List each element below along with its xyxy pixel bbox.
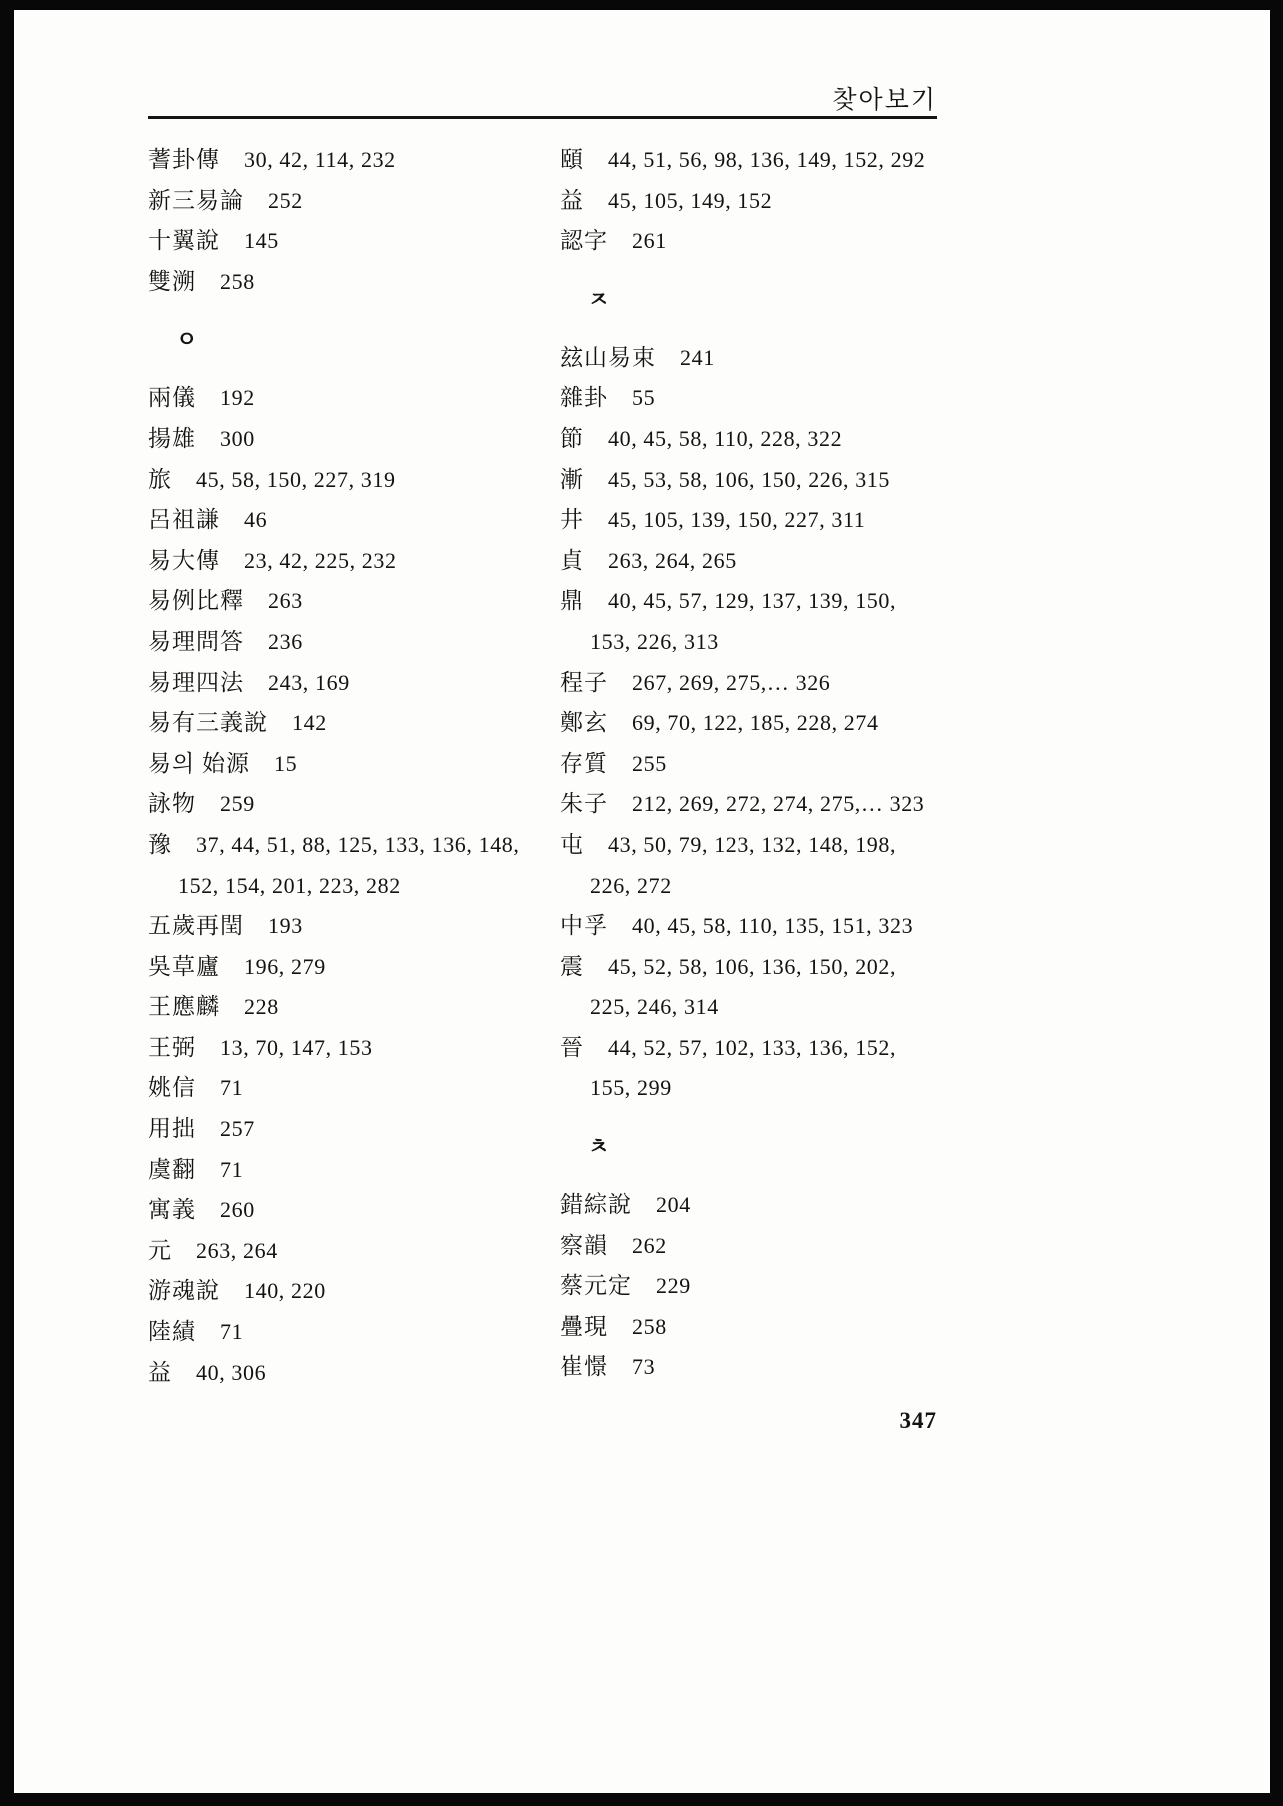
entry-page-numbers: 267, 269, 275,… 326 bbox=[632, 669, 831, 695]
index-column-right bbox=[560, 140, 970, 1388]
index-entry bbox=[560, 663, 970, 704]
entry-page-numbers: 45, 105, 139, 150, 227, 311 bbox=[608, 507, 866, 533]
index-entry bbox=[148, 703, 558, 744]
index-entry bbox=[560, 1266, 970, 1307]
entry-page-numbers: 15 bbox=[273, 750, 298, 776]
entry-page-numbers: 196, 279 bbox=[244, 953, 326, 979]
index-entry bbox=[148, 947, 558, 988]
index-entry-continuation: 225, 246, 314 bbox=[590, 994, 719, 1020]
entry-term: 游魂說 bbox=[148, 1278, 220, 1304]
entry-term: 易例比釋 bbox=[148, 588, 244, 614]
entry-term: 兩儀 bbox=[148, 385, 196, 411]
index-entry bbox=[148, 784, 558, 825]
entry-page-numbers: 260 bbox=[220, 1197, 255, 1223]
entry-term: 用拙 bbox=[148, 1116, 196, 1142]
entry-page-numbers: 45, 52, 58, 106, 136, 150, 202, bbox=[608, 953, 897, 979]
entry-page-numbers: 71 bbox=[220, 1156, 244, 1182]
index-entry bbox=[148, 663, 558, 704]
entry-page-numbers: 263, 264, 265 bbox=[608, 547, 737, 573]
entry-page-numbers: 243, 169 bbox=[268, 669, 350, 695]
entry-term: 錯綜說 bbox=[560, 1192, 632, 1218]
entry-page-numbers: 193 bbox=[268, 913, 303, 939]
entry-term: 雜卦 bbox=[560, 385, 608, 411]
entry-term: 十翼說 bbox=[148, 228, 220, 254]
index-entry bbox=[148, 500, 558, 541]
entry-term: 易有三義說 bbox=[148, 710, 268, 736]
index-entry-continuation: 155, 299 bbox=[590, 1075, 672, 1101]
entry-page-numbers: 55 bbox=[632, 385, 656, 411]
index-entry bbox=[560, 1226, 970, 1267]
index-entry-continuation: 226, 272 bbox=[590, 872, 672, 898]
entry-page-numbers: 40, 45, 58, 110, 228, 322 bbox=[608, 425, 843, 451]
index-entry bbox=[148, 1028, 558, 1069]
index-entry bbox=[560, 1185, 970, 1226]
entry-page-numbers: 40, 45, 57, 129, 137, 139, 150, bbox=[608, 588, 897, 614]
index-entry bbox=[560, 541, 970, 582]
index-entry bbox=[148, 460, 558, 501]
entry-term: 程子 bbox=[560, 669, 608, 695]
entry-term: 豫 bbox=[148, 831, 172, 857]
entry-page-numbers: 258 bbox=[632, 1313, 667, 1339]
entry-page-numbers: 46 bbox=[244, 507, 268, 533]
index-entry bbox=[148, 1109, 558, 1150]
entry-page-numbers: 241 bbox=[680, 344, 715, 370]
index-entry bbox=[148, 1312, 558, 1353]
entry-page-numbers: 37, 44, 51, 88, 125, 133, 136, 148, bbox=[196, 831, 520, 857]
index-entry bbox=[148, 622, 558, 663]
entry-page-numbers: 43, 50, 79, 123, 132, 148, 198, bbox=[608, 831, 897, 857]
entry-term: 吳草廬 bbox=[148, 953, 220, 979]
entry-term: 朱子 bbox=[560, 791, 608, 817]
entry-term: 頤 bbox=[560, 147, 584, 172]
index-entry bbox=[560, 784, 970, 825]
entry-page-numbers: 71 bbox=[220, 1319, 244, 1345]
entry-page-numbers: 145 bbox=[244, 228, 279, 254]
entry-page-numbers: 69, 70, 122, 185, 228, 274 bbox=[632, 710, 879, 736]
entry-page-numbers: 255 bbox=[632, 750, 667, 776]
entry-term: 王弼 bbox=[148, 1034, 196, 1060]
entry-term: 呂祖謙 bbox=[148, 507, 220, 533]
entry-term: 疊現 bbox=[560, 1313, 608, 1339]
index-entry bbox=[560, 744, 970, 785]
entry-term: 易大傳 bbox=[148, 547, 220, 573]
entry-page-numbers: 259 bbox=[220, 791, 255, 817]
entry-term: 屯 bbox=[560, 831, 584, 857]
index-entry bbox=[560, 140, 970, 181]
entry-page-numbers: 44, 52, 57, 102, 133, 136, 152, bbox=[608, 1034, 897, 1060]
index-entry bbox=[560, 947, 970, 988]
index-entry bbox=[148, 1068, 558, 1109]
entry-term: 元 bbox=[148, 1237, 172, 1263]
entry-page-numbers: 13, 70, 147, 153 bbox=[220, 1034, 373, 1060]
entry-term: 認字 bbox=[560, 228, 608, 254]
entry-term: 陸績 bbox=[148, 1319, 196, 1345]
header-rule bbox=[148, 116, 937, 119]
entry-term: 蔡元定 bbox=[560, 1273, 632, 1299]
entry-page-numbers: 257 bbox=[220, 1116, 255, 1142]
entry-term: 鄭玄 bbox=[560, 710, 608, 736]
entry-term: 易의 始源 bbox=[148, 750, 250, 776]
entry-page-numbers: 45, 58, 150, 227, 319 bbox=[196, 466, 396, 492]
index-entry bbox=[148, 1271, 558, 1312]
entry-term: 鼎 bbox=[560, 588, 584, 614]
entry-term: 五歲再閏 bbox=[148, 913, 244, 939]
index-entry bbox=[148, 825, 558, 866]
entry-term: 寓義 bbox=[148, 1197, 196, 1223]
index-entry bbox=[148, 1353, 558, 1394]
entry-term: 井 bbox=[560, 507, 584, 533]
entry-term: 察韻 bbox=[560, 1232, 608, 1258]
index-entry bbox=[148, 378, 558, 419]
section-letter: ㅊ bbox=[588, 1134, 610, 1160]
entry-page-numbers: 192 bbox=[220, 385, 255, 411]
entry-page-numbers: 45, 53, 58, 106, 150, 226, 315 bbox=[608, 466, 890, 492]
index-entry bbox=[148, 221, 558, 262]
index-column-left bbox=[148, 140, 558, 1393]
index-entry bbox=[560, 825, 970, 866]
section-letter: ㅇ bbox=[176, 327, 198, 353]
index-entry bbox=[148, 1231, 558, 1272]
index-entry-continuation: 153, 226, 313 bbox=[590, 628, 719, 654]
entry-page-numbers: 263 bbox=[268, 588, 303, 614]
entry-term: 姚信 bbox=[148, 1075, 196, 1101]
entry-term: 節 bbox=[560, 425, 584, 451]
entry-page-numbers: 228 bbox=[244, 994, 279, 1020]
index-entry bbox=[560, 460, 970, 501]
index-entry-continuation: 152, 154, 201, 223, 282 bbox=[178, 872, 401, 898]
entry-page-numbers: 236 bbox=[268, 628, 303, 654]
entry-term: 詠物 bbox=[148, 791, 196, 817]
index-entry bbox=[148, 906, 558, 947]
entry-page-numbers: 263, 264 bbox=[196, 1237, 278, 1263]
entry-page-numbers: 212, 269, 272, 274, 275,… 323 bbox=[632, 791, 925, 817]
entry-page-numbers: 262 bbox=[632, 1232, 667, 1258]
index-entry bbox=[148, 541, 558, 582]
entry-page-numbers: 30, 42, 114, 232 bbox=[244, 147, 396, 172]
index-entry bbox=[148, 140, 558, 181]
index-entry bbox=[560, 221, 970, 262]
entry-page-numbers: 23, 42, 225, 232 bbox=[244, 547, 397, 573]
page-header-title: 찾아보기 bbox=[832, 87, 937, 114]
entry-term: 新三易論 bbox=[148, 187, 244, 213]
entry-page-numbers: 252 bbox=[268, 187, 303, 213]
index-entry bbox=[148, 744, 558, 785]
entry-term: 王應麟 bbox=[148, 994, 220, 1020]
index-entry bbox=[560, 906, 970, 947]
entry-term: 晉 bbox=[560, 1034, 584, 1060]
index-entry bbox=[560, 500, 970, 541]
index-entry bbox=[148, 1190, 558, 1231]
entry-term: 益 bbox=[148, 1359, 172, 1385]
entry-term: 虞翻 bbox=[148, 1156, 196, 1182]
entry-term: 蓍卦傳 bbox=[148, 147, 220, 172]
index-entry bbox=[148, 181, 558, 222]
index-entry bbox=[560, 581, 970, 622]
entry-term: 震 bbox=[560, 953, 584, 979]
entry-term: 揚雄 bbox=[148, 425, 196, 451]
index-entry bbox=[148, 987, 558, 1028]
entry-page-numbers: 258 bbox=[220, 268, 255, 294]
entry-term: 益 bbox=[560, 187, 584, 213]
page-number: 347 bbox=[899, 1408, 937, 1433]
entry-term: 易理問答 bbox=[148, 628, 244, 654]
entry-term: 雙溯 bbox=[148, 268, 196, 294]
index-entry bbox=[148, 1150, 558, 1191]
entry-page-numbers: 261 bbox=[632, 228, 667, 254]
entry-page-numbers: 44, 51, 56, 98, 136, 149, 152, 292 bbox=[608, 147, 926, 172]
index-entry bbox=[560, 703, 970, 744]
entry-page-numbers: 40, 306 bbox=[196, 1359, 267, 1385]
entry-page-numbers: 140, 220 bbox=[244, 1278, 326, 1304]
entry-term: 中孚 bbox=[560, 913, 608, 939]
section-letter: ㅈ bbox=[588, 286, 610, 312]
entry-term: 易理四法 bbox=[148, 669, 244, 695]
entry-page-numbers: 229 bbox=[656, 1273, 691, 1299]
entry-page-numbers: 71 bbox=[220, 1075, 244, 1101]
index-entry bbox=[148, 419, 558, 460]
entry-term: 貞 bbox=[560, 547, 584, 573]
index-entry bbox=[560, 1307, 970, 1348]
entry-page-numbers: 204 bbox=[656, 1192, 691, 1218]
entry-term: 玆山易束 bbox=[560, 344, 656, 370]
entry-page-numbers: 300 bbox=[220, 425, 255, 451]
entry-page-numbers: 142 bbox=[292, 710, 327, 736]
entry-page-numbers: 40, 45, 58, 110, 135, 151, 323 bbox=[632, 913, 914, 939]
index-entry bbox=[560, 181, 970, 222]
index-entry bbox=[560, 1028, 970, 1069]
index-entry bbox=[560, 1347, 970, 1388]
entry-term: 漸 bbox=[560, 466, 584, 492]
index-entry bbox=[148, 262, 558, 303]
index-entry bbox=[560, 338, 970, 379]
index-entry bbox=[560, 378, 970, 419]
index-entry bbox=[560, 419, 970, 460]
entry-term: 存質 bbox=[560, 750, 608, 776]
entry-term: 旅 bbox=[148, 466, 172, 492]
entry-page-numbers: 45, 105, 149, 152 bbox=[608, 187, 773, 213]
entry-term: 崔憬 bbox=[560, 1354, 608, 1380]
index-entry bbox=[148, 581, 558, 622]
entry-page-numbers: 73 bbox=[632, 1354, 656, 1380]
